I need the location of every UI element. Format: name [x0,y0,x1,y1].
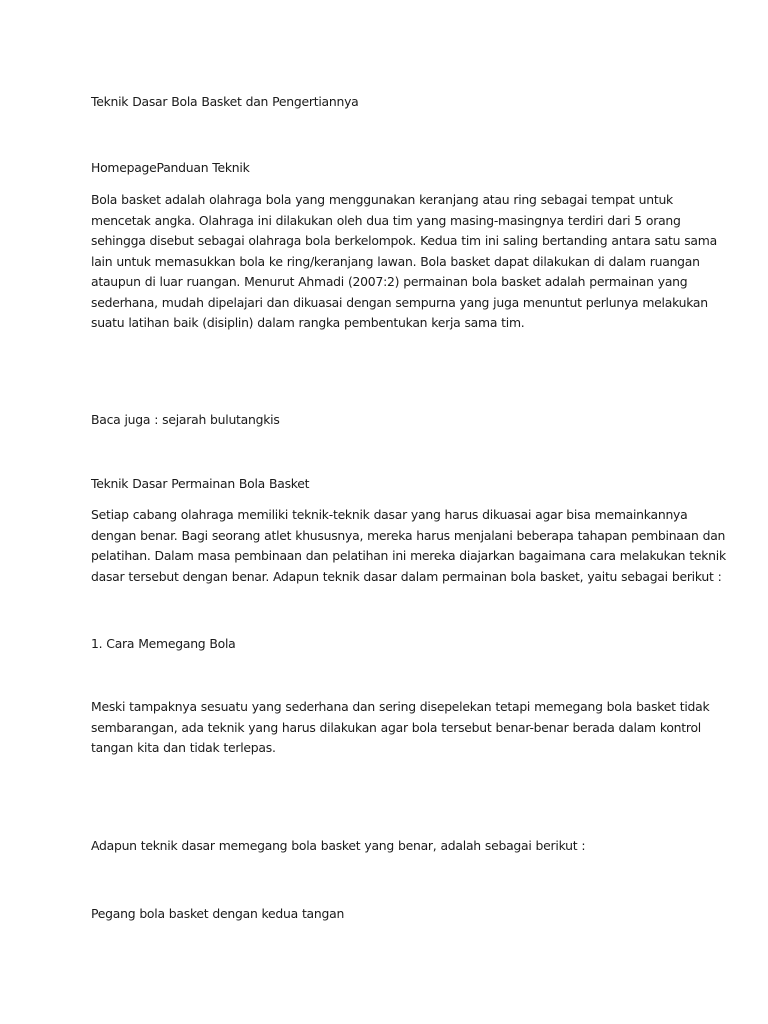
section-paragraph [91,505,726,587]
intro-line: sehingga disebut sebagai olahraga bola berkelompok. Kedua tim ini saling bertanding antara satu sama [91,233,717,248]
intro-line: Bola basket adalah olahraga bola yang menggunakan keranjang atau ring sebagai tempat untuk [91,192,673,207]
section-line: pelatihan. Dalam masa pembinaan dan pelatihan ini mereka diajarkan bagaimana cara melakukan teknik [91,548,726,563]
subheading-holding-ball: 1. Cara Memegang Bola [91,636,236,651]
intro-line: ataupun di luar ruangan. Menurut Ahmadi (2007:2) permainan bola basket adalah permainan yang [91,274,688,289]
holding-intro: Adapun teknik dasar memegang bola basket yang benar, adalah sebagai berikut : [91,838,586,853]
breadcrumb: HomepagePanduan Teknik [91,160,250,175]
holding-line: sembarangan, ada teknik yang harus dilakukan agar bola tersebut benar-benar berada dalam kontrol [91,719,701,735]
holding-line: Meski tampaknya sesuatu yang sederhana dan sering disepelekan tetapi memegang bola basket tidak [91,699,710,714]
intro-paragraph [91,190,717,334]
intro-line: mencetak angka. Olahraga ini dilakukan oleh dua tim yang masing-masingnya terdiri dari 5 orang [91,212,681,228]
see-also-link: Baca juga : sejarah bulutangkis [91,412,280,427]
section-line: dengan benar. Bagi seorang atlet khususnya, mereka harus menjalani beberapa tahapan pembinaan dan [91,527,726,543]
intro-line: suatu latihan baik (disiplin) dalam rangka pembentukan kerja sama tim. [91,315,525,330]
section-heading: Teknik Dasar Permainan Bola Basket [91,476,310,491]
intro-line: sederhana, mudah dipelajari dan dikuasai dengan sempurna yang juga menuntut perlunya melakukan [91,294,708,310]
intro-line: lain untuk memasukkan bola ke ring/keranjang lawan. Bola basket dapat dilakukan di dalam ruangan [91,253,700,269]
holding-paragraph [91,697,709,759]
page-title: Teknik Dasar Bola Basket dan Pengertiannya [91,94,359,109]
section-line: dasar tersebut dengan benar. Adapun teknik dasar dalam permainan bola basket, yaitu sebagai berikut : [91,568,722,584]
holding-line: tangan kita dan tidak terlepas. [91,740,276,755]
holding-step: Pegang bola basket dengan kedua tangan [91,906,345,921]
section-line: Setiap cabang olahraga memiliki teknik-teknik dasar yang harus dikuasai agar bisa memainkannya [91,507,688,522]
